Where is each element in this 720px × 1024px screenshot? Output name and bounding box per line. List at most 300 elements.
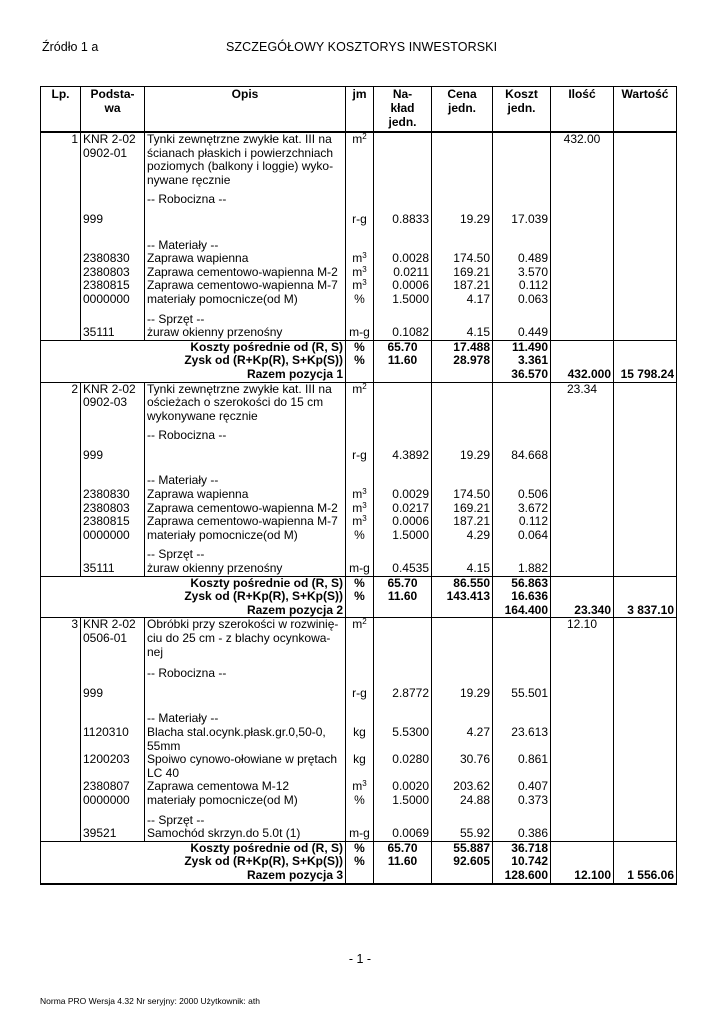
resource-price: 30.76	[432, 753, 493, 780]
resource-unit: r-g	[346, 213, 374, 227]
empty-cell	[551, 293, 614, 307]
col-lp: Lp.	[41, 87, 81, 133]
empty-cell	[551, 659, 614, 667]
empty-cell	[145, 227, 346, 239]
empty-cell	[614, 266, 677, 280]
empty-cell	[81, 667, 145, 681]
col-jm: jm	[346, 87, 374, 133]
empty-cell	[614, 239, 677, 253]
empty-cell	[432, 227, 493, 239]
empty-cell	[41, 279, 81, 293]
labor-row	[41, 687, 677, 701]
empty-cell	[551, 488, 614, 502]
profit-row	[41, 855, 677, 869]
empty-cell	[346, 368, 374, 382]
empty-cell	[614, 326, 677, 340]
document-title: SZCZEGÓŁOWY KOSZTORYS INWESTORSKI	[226, 40, 498, 54]
indirect-cost-unit: %	[346, 841, 374, 855]
empty-cell	[493, 700, 551, 712]
resource-cost: 0.506	[493, 488, 551, 502]
resource-unit: r-g	[346, 449, 374, 463]
empty-cell	[41, 667, 81, 681]
equipment-row	[41, 827, 677, 841]
position-quantity: 12.10	[551, 618, 614, 659]
resource-cost: 0.386	[493, 827, 551, 841]
empty-cell	[81, 659, 145, 667]
spacer-row	[41, 700, 677, 712]
basis-catalog: KNR 2-02	[83, 132, 136, 146]
empty-cell	[614, 227, 677, 239]
unit-base: m	[352, 514, 363, 529]
spacer-row	[41, 659, 677, 667]
resource-price: 55.92	[432, 827, 493, 841]
empty-cell	[432, 659, 493, 667]
resource-code: 2380803	[81, 502, 145, 516]
empty-cell	[551, 794, 614, 808]
resource-unit	[346, 515, 374, 529]
position-description: Tynki zewnętrzne zwykłe kat. III na ścianach płaskich i powierzchniach poziomych (balkony i loggie) wyko-nywane ręcznie	[145, 132, 346, 187]
empty-cell	[81, 814, 145, 828]
resource-norm: 0.0028	[374, 252, 432, 266]
unit-base: m	[352, 264, 363, 279]
empty-cell	[493, 474, 551, 488]
resource-price: 203.62	[432, 780, 493, 794]
resource-name: materiały pomocnicze(od M)	[145, 293, 346, 307]
empty-cell	[551, 474, 614, 488]
empty-cell	[614, 667, 677, 681]
empty-cell	[493, 313, 551, 327]
resource-norm: 0.0006	[374, 279, 432, 293]
empty-cell	[551, 753, 614, 780]
empty-cell	[41, 827, 81, 841]
empty-cell	[614, 132, 677, 187]
empty-cell	[493, 712, 551, 726]
empty-cell	[493, 548, 551, 562]
empty-cell	[614, 449, 677, 463]
empty-cell	[346, 659, 374, 667]
empty-cell	[614, 293, 677, 307]
resource-norm: 0.1082	[374, 326, 432, 340]
position-number: 1	[41, 132, 81, 187]
unit-base: m	[352, 487, 363, 502]
resource-unit	[346, 780, 374, 794]
resource-cost: 0.112	[493, 279, 551, 293]
material-row	[41, 780, 677, 794]
unit-superscript: 3	[362, 278, 367, 288]
empty-cell	[551, 429, 614, 443]
materials-label: -- Materiały --	[145, 239, 346, 253]
empty-cell	[41, 266, 81, 280]
unit-superscript: 3	[362, 264, 367, 274]
empty-cell	[493, 429, 551, 443]
empty-cell	[432, 548, 493, 562]
resource-norm: 0.0029	[374, 488, 432, 502]
resource-norm: 0.0020	[374, 780, 432, 794]
empty-cell	[551, 548, 614, 562]
empty-cell	[551, 462, 614, 474]
col-opis: Opis	[145, 87, 346, 133]
col-naklad: Na- kład jedn.	[374, 87, 432, 133]
page-number: - 1 -	[348, 952, 372, 966]
resource-name: Zaprawa cementowo-wapienna M-7	[145, 515, 346, 529]
empty-cell	[614, 562, 677, 576]
empty-cell	[81, 474, 145, 488]
empty-cell	[432, 604, 493, 618]
empty-cell	[432, 313, 493, 327]
empty-cell	[551, 213, 614, 227]
empty-cell	[551, 313, 614, 327]
position-total-label: Razem pozycja 2	[41, 604, 346, 618]
profit-rate: 11.60	[374, 354, 432, 368]
resource-code: 2380803	[81, 266, 145, 280]
empty-cell	[346, 667, 374, 681]
labor-label: -- Robocizna --	[145, 429, 346, 443]
col-ilosc: Ilość	[551, 87, 614, 133]
material-row	[41, 252, 677, 266]
empty-cell	[41, 814, 81, 828]
resource-name: żuraw okienny przenośny	[145, 562, 346, 576]
empty-cell	[614, 502, 677, 516]
resource-cost: 0.449	[493, 326, 551, 340]
section-label-row	[41, 667, 677, 681]
empty-cell	[41, 502, 81, 516]
resource-price: 19.29	[432, 449, 493, 463]
empty-cell	[551, 227, 614, 239]
empty-cell	[374, 132, 432, 187]
empty-cell	[41, 449, 81, 463]
resource-cost: 0.489	[493, 252, 551, 266]
position-total-quantity: 12.100	[551, 869, 614, 884]
material-row	[41, 794, 677, 808]
resource-name: materiały pomocnicze(od M)	[145, 794, 346, 808]
position-quantity: 432.00	[551, 132, 614, 187]
empty-cell	[614, 340, 677, 354]
indirect-cost-base: 17.488	[432, 340, 493, 354]
resource-code: 35111	[81, 562, 145, 576]
resource-unit: m-g	[346, 326, 374, 340]
equipment-label: -- Sprzęt --	[145, 548, 346, 562]
empty-cell	[614, 700, 677, 712]
empty-cell	[432, 474, 493, 488]
resource-cost: 0.373	[493, 794, 551, 808]
empty-cell	[145, 213, 346, 227]
resource-unit	[346, 266, 374, 280]
empty-cell	[551, 780, 614, 794]
material-row	[41, 726, 677, 753]
empty-cell	[614, 841, 677, 855]
empty-cell	[145, 687, 346, 701]
empty-cell	[614, 529, 677, 543]
resource-price: 169.21	[432, 266, 493, 280]
indirect-cost-row	[41, 340, 677, 354]
indirect-cost-base: 86.550	[432, 576, 493, 590]
empty-cell	[41, 726, 81, 753]
resource-code: 35111	[81, 326, 145, 340]
resource-norm: 0.8833	[374, 213, 432, 227]
empty-cell	[493, 227, 551, 239]
position-total-quantity: 432.000	[551, 368, 614, 382]
empty-cell	[346, 313, 374, 327]
material-row	[41, 488, 677, 502]
empty-cell	[374, 313, 432, 327]
empty-cell	[614, 515, 677, 529]
resource-cost: 55.501	[493, 687, 551, 701]
empty-cell	[551, 841, 614, 855]
basis-table: 0506-01	[83, 631, 128, 645]
position-total-value: 15 798.24	[614, 368, 677, 382]
material-row	[41, 753, 677, 780]
empty-cell	[432, 132, 493, 187]
resource-name: Zaprawa wapienna	[145, 488, 346, 502]
empty-cell	[374, 604, 432, 618]
position-total-row	[41, 869, 677, 884]
position-total-row	[41, 604, 677, 618]
empty-cell	[374, 193, 432, 207]
empty-cell	[346, 814, 374, 828]
position-row	[41, 382, 677, 423]
empty-cell	[81, 548, 145, 562]
empty-cell	[614, 382, 677, 423]
empty-cell	[374, 429, 432, 443]
resource-norm: 0.0280	[374, 753, 432, 780]
basis-catalog: KNR 2-02	[83, 381, 136, 396]
empty-cell	[432, 869, 493, 884]
unit-superscript: 3	[362, 514, 367, 524]
materials-label: -- Materiały --	[145, 712, 346, 726]
resource-code: 2380815	[81, 279, 145, 293]
empty-cell	[346, 548, 374, 562]
resource-unit	[346, 279, 374, 293]
empty-cell	[374, 869, 432, 884]
position-row	[41, 132, 677, 187]
empty-cell	[551, 712, 614, 726]
resource-price: 19.29	[432, 213, 493, 227]
resource-unit: kg	[346, 753, 374, 780]
basis-table: 0902-03	[83, 395, 128, 410]
empty-cell	[41, 712, 81, 726]
empty-cell	[551, 590, 614, 604]
position-description: Obróbki przy szerokości w rozwinię-ciu do 25 cm - z blachy ocynkowa-nej	[145, 618, 346, 659]
empty-cell	[346, 227, 374, 239]
materials-label: -- Materiały --	[145, 474, 346, 488]
profit-unit: %	[346, 855, 374, 869]
resource-price: 19.29	[432, 687, 493, 701]
empty-cell	[551, 515, 614, 529]
empty-cell	[551, 279, 614, 293]
resource-cost: 1.882	[493, 562, 551, 576]
empty-cell	[81, 462, 145, 474]
empty-cell	[374, 239, 432, 253]
position-basis	[81, 618, 145, 659]
empty-cell	[614, 279, 677, 293]
empty-cell	[346, 700, 374, 712]
indirect-cost-unit: %	[346, 576, 374, 590]
empty-cell	[346, 462, 374, 474]
section-label-row	[41, 814, 677, 828]
empty-cell	[346, 239, 374, 253]
empty-cell	[346, 193, 374, 207]
empty-cell	[81, 429, 145, 443]
indirect-cost-unit: %	[346, 340, 374, 354]
position-unit	[346, 618, 374, 659]
resource-norm: 2.8772	[374, 687, 432, 701]
profit-base: 28.978	[432, 354, 493, 368]
resource-name: Blacha stal.ocynk.płask.gr.0,50-0, 55mm	[145, 726, 346, 753]
indirect-cost-label: Koszty pośrednie od (R, S)	[41, 841, 346, 855]
indirect-cost-row	[41, 576, 677, 590]
empty-cell	[493, 132, 551, 187]
indirect-cost-label: Koszty pośrednie od (R, S)	[41, 576, 346, 590]
empty-cell	[346, 474, 374, 488]
unit-base: m	[352, 779, 363, 794]
empty-cell	[41, 753, 81, 780]
empty-cell	[551, 239, 614, 253]
empty-cell	[81, 193, 145, 207]
resource-unit: r-g	[346, 687, 374, 701]
empty-cell	[614, 590, 677, 604]
resource-unit: %	[346, 794, 374, 808]
unit-base: m	[352, 381, 363, 396]
resource-norm: 0.4535	[374, 562, 432, 576]
empty-cell	[432, 193, 493, 207]
empty-cell	[374, 618, 432, 659]
spacer-row	[41, 462, 677, 474]
empty-cell	[374, 462, 432, 474]
empty-cell	[432, 382, 493, 423]
empty-cell	[614, 474, 677, 488]
position-total-value: 1 556.06	[614, 869, 677, 884]
position-quantity: 23.34	[551, 382, 614, 423]
resource-name: żuraw okienny przenośny	[145, 326, 346, 340]
empty-cell	[551, 502, 614, 516]
empty-cell	[551, 354, 614, 368]
empty-cell	[432, 814, 493, 828]
position-total-row	[41, 368, 677, 382]
resource-norm: 0.0069	[374, 827, 432, 841]
indirect-cost-base: 55.887	[432, 841, 493, 855]
resource-code: 1120310	[81, 726, 145, 753]
profit-rate: 11.60	[374, 590, 432, 604]
profit-value: 16.636	[493, 590, 551, 604]
labor-label: -- Robocizna --	[145, 667, 346, 681]
empty-cell	[551, 726, 614, 753]
position-total-unit-cost: 128.600	[493, 869, 551, 884]
resource-price: 4.29	[432, 529, 493, 543]
resource-cost: 0.064	[493, 529, 551, 543]
empty-cell	[551, 700, 614, 712]
resource-cost: 0.407	[493, 780, 551, 794]
resource-cost: 0.861	[493, 753, 551, 780]
empty-cell	[493, 462, 551, 474]
unit-superscript: 3	[362, 251, 367, 261]
empty-cell	[41, 239, 81, 253]
resource-price: 174.50	[432, 488, 493, 502]
resource-norm: 1.5000	[374, 794, 432, 808]
indirect-cost-rate: 65.70	[374, 841, 432, 855]
empty-cell	[493, 814, 551, 828]
resource-unit: m-g	[346, 562, 374, 576]
profit-base: 143.413	[432, 590, 493, 604]
empty-cell	[374, 712, 432, 726]
resource-price: 4.15	[432, 326, 493, 340]
empty-cell	[41, 252, 81, 266]
resource-unit	[346, 502, 374, 516]
table-header-row	[41, 87, 677, 133]
empty-cell	[374, 368, 432, 382]
empty-cell	[551, 687, 614, 701]
position-basis	[81, 382, 145, 423]
resource-unit	[346, 488, 374, 502]
col-cena: Cena jedn.	[432, 87, 493, 133]
empty-cell	[41, 529, 81, 543]
resource-norm: 0.0211	[374, 266, 432, 280]
empty-cell	[374, 659, 432, 667]
section-label-row	[41, 548, 677, 562]
labor-row	[41, 449, 677, 463]
resource-code: 2380830	[81, 488, 145, 502]
resource-unit: %	[346, 529, 374, 543]
empty-cell	[551, 814, 614, 828]
empty-cell	[346, 429, 374, 443]
resource-code: 0000000	[81, 293, 145, 307]
empty-cell	[551, 827, 614, 841]
empty-cell	[346, 712, 374, 726]
unit-superscript: 3	[362, 779, 367, 789]
empty-cell	[614, 659, 677, 667]
empty-cell	[493, 659, 551, 667]
resource-unit: %	[346, 293, 374, 307]
empty-cell	[41, 429, 81, 443]
empty-cell	[551, 562, 614, 576]
resource-name: Zaprawa cementowa M-12	[145, 780, 346, 794]
profit-value: 3.361	[493, 354, 551, 368]
unit-base: m	[352, 251, 363, 266]
resource-cost: 23.613	[493, 726, 551, 753]
empty-cell	[432, 712, 493, 726]
position-total-unit-cost: 36.570	[493, 368, 551, 382]
empty-cell	[551, 266, 614, 280]
resource-price: 169.21	[432, 502, 493, 516]
profit-rate: 11.60	[374, 855, 432, 869]
empty-cell	[614, 429, 677, 443]
resource-name: Spoiwo cynowo-ołowiane w prętach LC 40	[145, 753, 346, 780]
position-number: 2	[41, 382, 81, 423]
material-row	[41, 266, 677, 280]
empty-cell	[614, 548, 677, 562]
position-total-unit-cost: 164.400	[493, 604, 551, 618]
empty-cell	[551, 576, 614, 590]
resource-name: Zaprawa cementowo-wapienna M-2	[145, 502, 346, 516]
equipment-label: -- Sprzęt --	[145, 814, 346, 828]
empty-cell	[432, 618, 493, 659]
empty-cell	[374, 700, 432, 712]
resource-price: 187.21	[432, 515, 493, 529]
table-body	[41, 132, 677, 884]
empty-cell	[551, 340, 614, 354]
empty-cell	[374, 548, 432, 562]
empty-cell	[41, 313, 81, 327]
resource-cost: 0.063	[493, 293, 551, 307]
equipment-row	[41, 326, 677, 340]
profit-label: Zysk od (R+Kp(R), S+Kp(S))	[41, 855, 346, 869]
empty-cell	[614, 814, 677, 828]
empty-cell	[41, 326, 81, 340]
resource-name: Samochód skrzyn.do 5.0t (1)	[145, 827, 346, 841]
resource-cost: 0.112	[493, 515, 551, 529]
material-row	[41, 529, 677, 543]
empty-cell	[614, 618, 677, 659]
profit-label: Zysk od (R+Kp(R), S+Kp(S))	[41, 590, 346, 604]
